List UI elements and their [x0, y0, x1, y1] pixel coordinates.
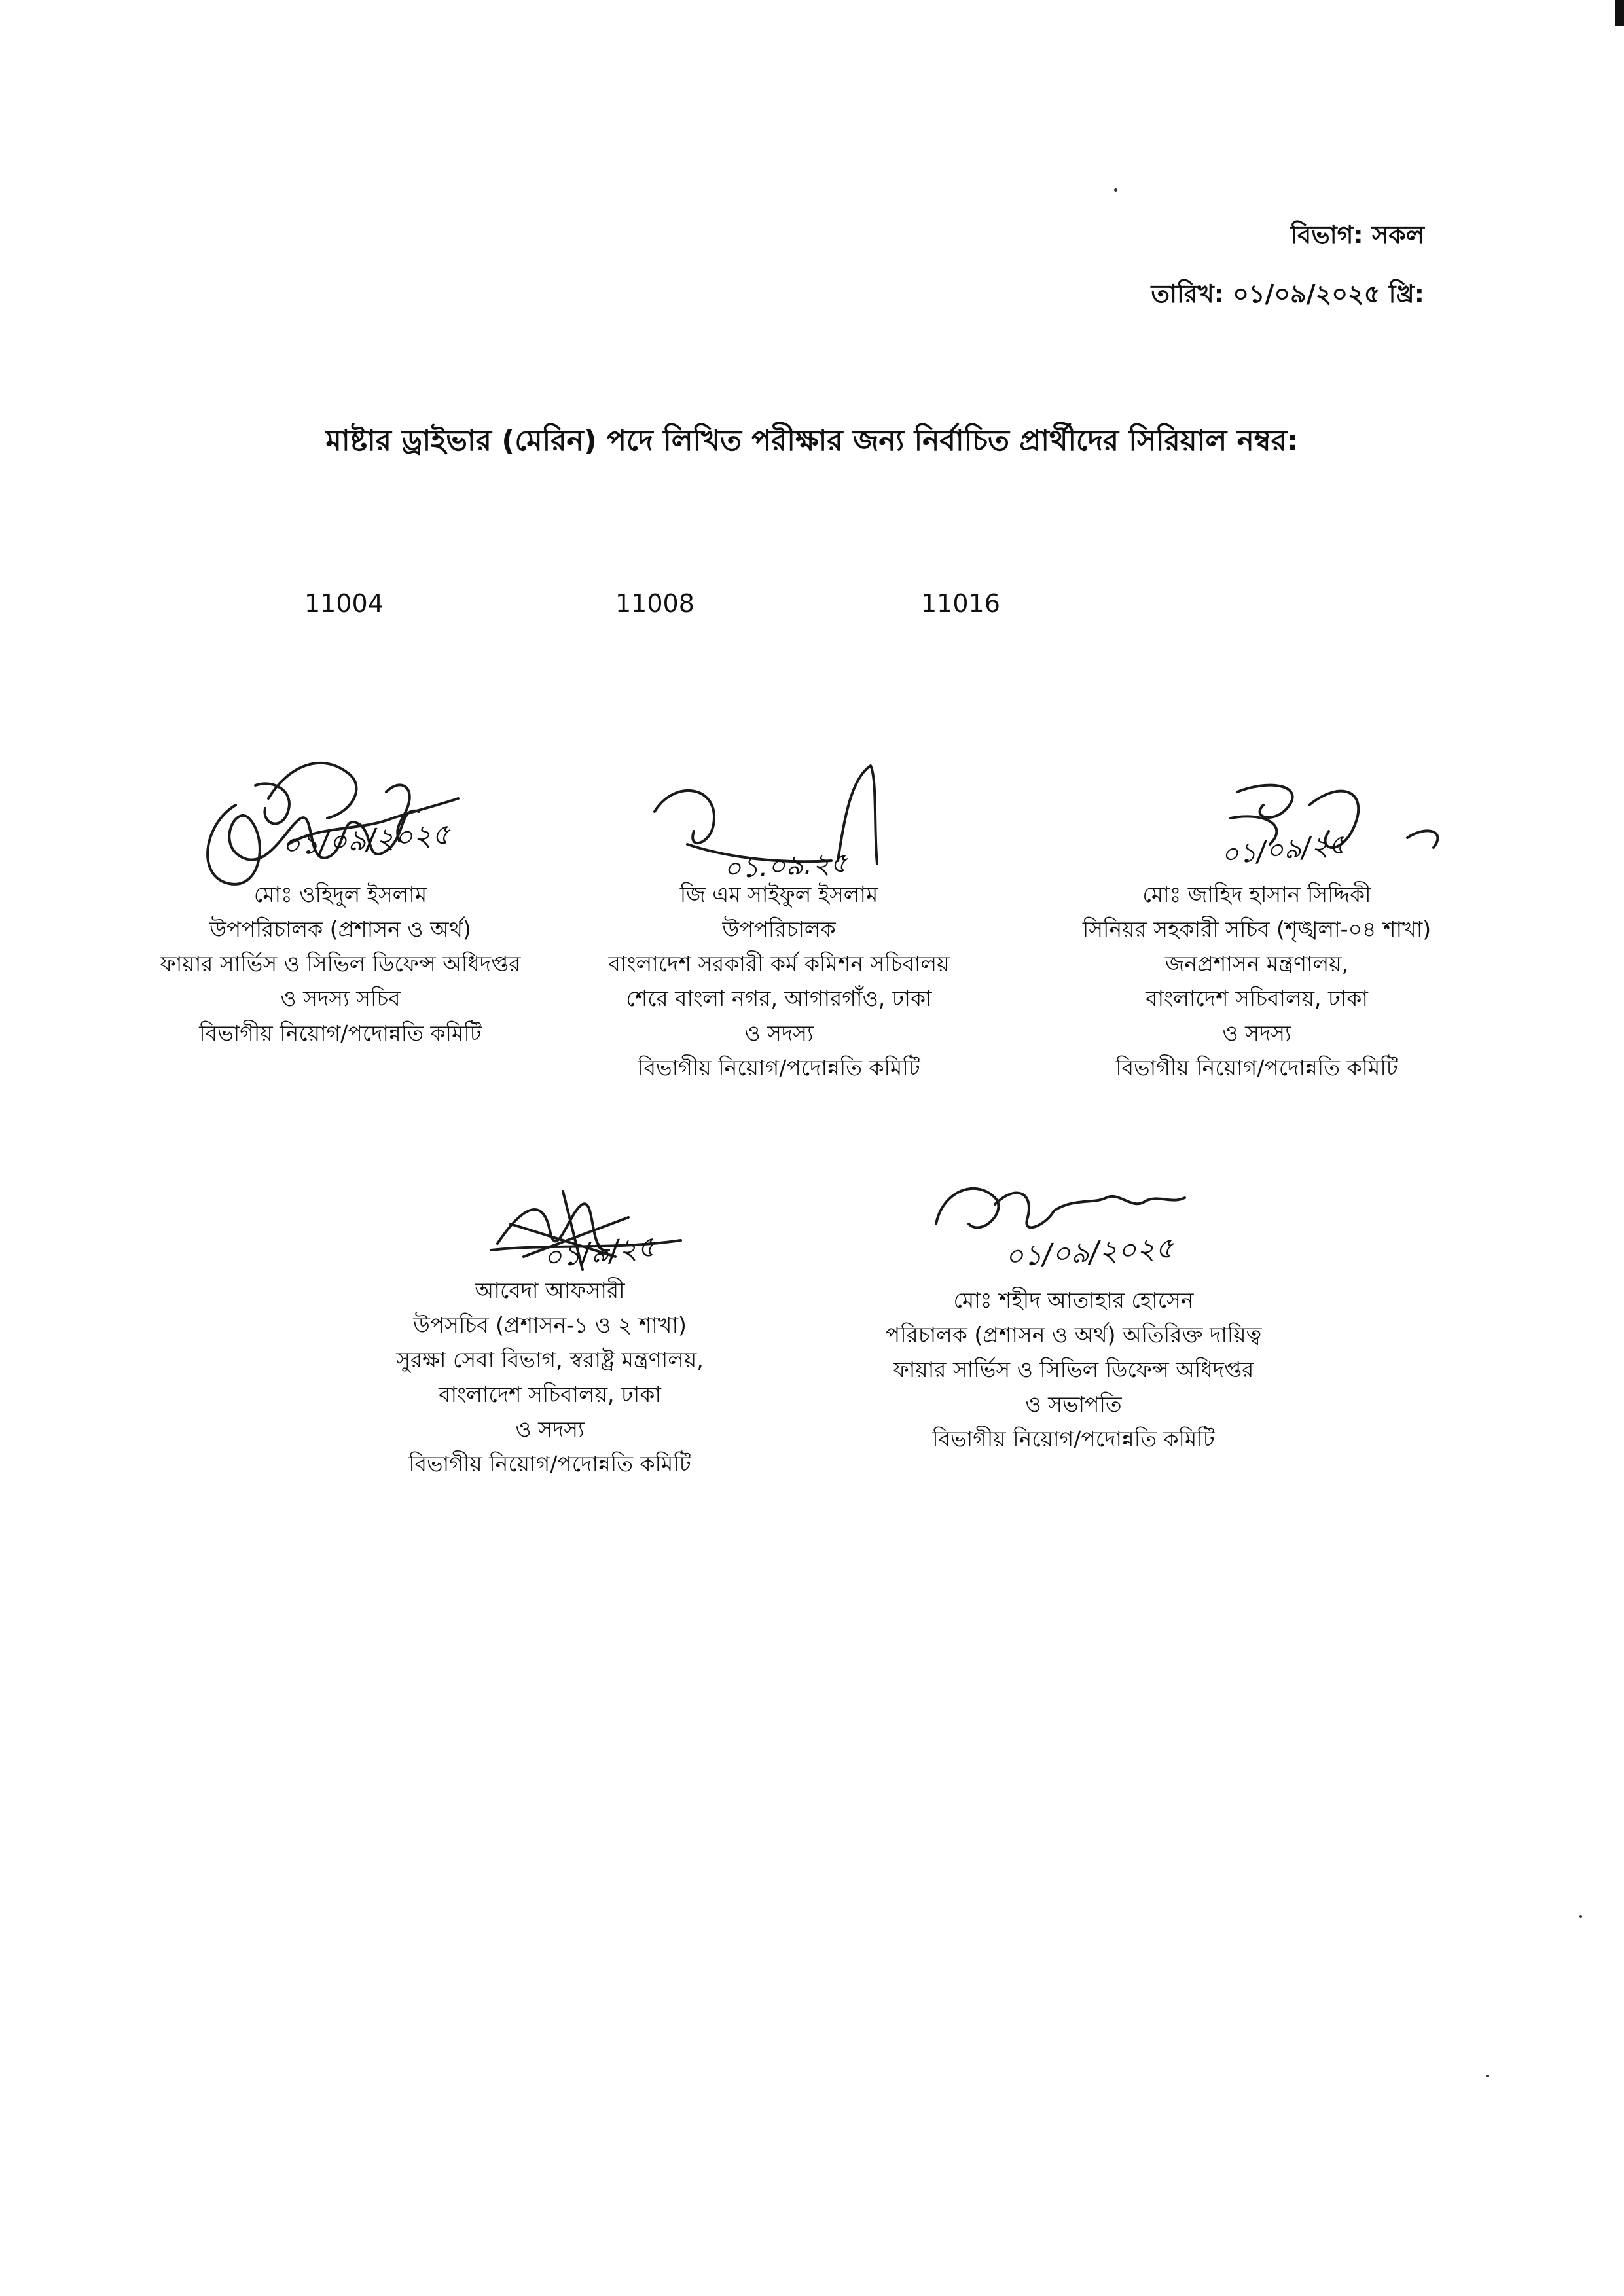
date-label: তারিখ: ০১/০৯/২০২৫ খ্রি: — [1151, 279, 1424, 308]
signatory-line: সিনিয়র সহকারী সচিব (শৃঙ্খলা-০৪ শাখা) — [1082, 916, 1432, 942]
signature-1 — [190, 726, 491, 897]
signatory-line: বাংলাদেশ সরকারী কর্ম কমিশন সচিবালয় — [608, 951, 950, 977]
signatory-line: বিভাগীয় নিয়োগ/পদোন্নতি কমিটি — [199, 1020, 482, 1046]
signatory-block — [825, 1283, 1322, 1456]
signatory-line: উপপরিচালক (প্রশাসন ও অর্থ) — [209, 916, 471, 942]
signature-date: ০১/০৯/২০২৫ — [1003, 1231, 1175, 1274]
signatory-line: সুরক্ষা সেবা বিভাগ, স্বরাষ্ট্র মন্ত্রণালয়, — [396, 1347, 704, 1372]
scan-speck — [1114, 188, 1117, 192]
signatory-line: বাংলাদেশ সচিবালয়, ঢাকা — [1146, 986, 1368, 1011]
scan-speck — [1579, 1915, 1582, 1918]
signature-date: ০১/০৯/২০২৫ — [280, 817, 452, 863]
signatory-line: বিভাগীয় নিয়োগ/পদোন্নতি কমিটি — [1115, 1055, 1398, 1081]
signatory-line: শেরে বাংলা নগর, আগারগাঁও, ঢাকা — [626, 986, 932, 1011]
signatory-line: বাংলাদেশ সচিবালয়, ঢাকা — [439, 1382, 661, 1407]
signatory-line: ও সদস্য — [1222, 1020, 1291, 1046]
signatory-name: মোঃ ওহিদুল ইসলাম — [253, 882, 427, 907]
serial-number: 11008 — [615, 589, 695, 618]
signatory-line: জনপ্রশাসন মন্ত্রণালয়, — [1164, 951, 1349, 977]
division-label: বিভাগ: সকল — [1290, 221, 1424, 249]
signatory-line: ও সদস্য — [744, 1020, 814, 1046]
signatory-line: উপপরিচালক — [722, 916, 836, 942]
signatory-block — [1021, 877, 1492, 1085]
signatory-line: ও সদস্য — [515, 1416, 585, 1442]
scan-edge-mark — [1615, 0, 1624, 26]
signatory-line: বিভাগীয় নিয়োগ/পদোন্নতি কমিটি — [638, 1055, 920, 1081]
signatory-block — [550, 877, 1008, 1085]
signatory-line: পরিচালক (প্রশাসন ও অর্থ) অতিরিক্ত দায়িত্ব — [885, 1322, 1262, 1348]
signature-date: ০১/০৯/২৫ — [1219, 827, 1348, 871]
signatory-line: ফায়ার সার্ভিস ও সিভিল ডিফেন্স অধিদপ্তর — [160, 951, 521, 977]
signatory-name: আবেদা আফসারী — [475, 1278, 625, 1303]
signatory-name: জি এম সাইফুল ইসলাম — [679, 882, 878, 907]
signatory-line: উপসচিব (প্রশাসন-১ ও ২ শাখা) — [413, 1312, 687, 1338]
signatory-line: ও সদস্য সচিব — [280, 986, 401, 1011]
signature-date: ০১.০৯.২৫ — [722, 846, 849, 885]
scan-speck — [1486, 2075, 1489, 2077]
signatory-block — [111, 877, 569, 1050]
signatory-line: বিভাগীয় নিয়োগ/পদোন্নতি কমিটি — [408, 1451, 691, 1477]
signatory-block — [327, 1273, 772, 1481]
serial-number: 11016 — [921, 589, 1000, 618]
signatory-name: মোঃ শহীদ আতাহার হোসেন — [953, 1287, 1194, 1313]
signature-date: ০১/৯/২৫ — [541, 1230, 658, 1275]
signatory-line: ও সভাপতি — [1025, 1391, 1122, 1417]
signatory-name: মোঃ জাহিদ হাসান সিদ্দিকী — [1142, 882, 1371, 907]
signatory-line: বিভাগীয় নিয়োগ/পদোন্নতি কমিটি — [932, 1426, 1215, 1452]
serial-number: 11004 — [304, 589, 384, 618]
page-title: মাষ্টার ড্রাইভার (মেরিন) পদে লিখিত পরীক্ষার জন্য নির্বাচিত প্রার্থীদের সিরিয়াল নম্বর: — [325, 424, 1299, 457]
signatory-line: ফায়ার সার্ভিস ও সিভিল ডিফেন্স অধিদপ্তর — [893, 1357, 1254, 1382]
